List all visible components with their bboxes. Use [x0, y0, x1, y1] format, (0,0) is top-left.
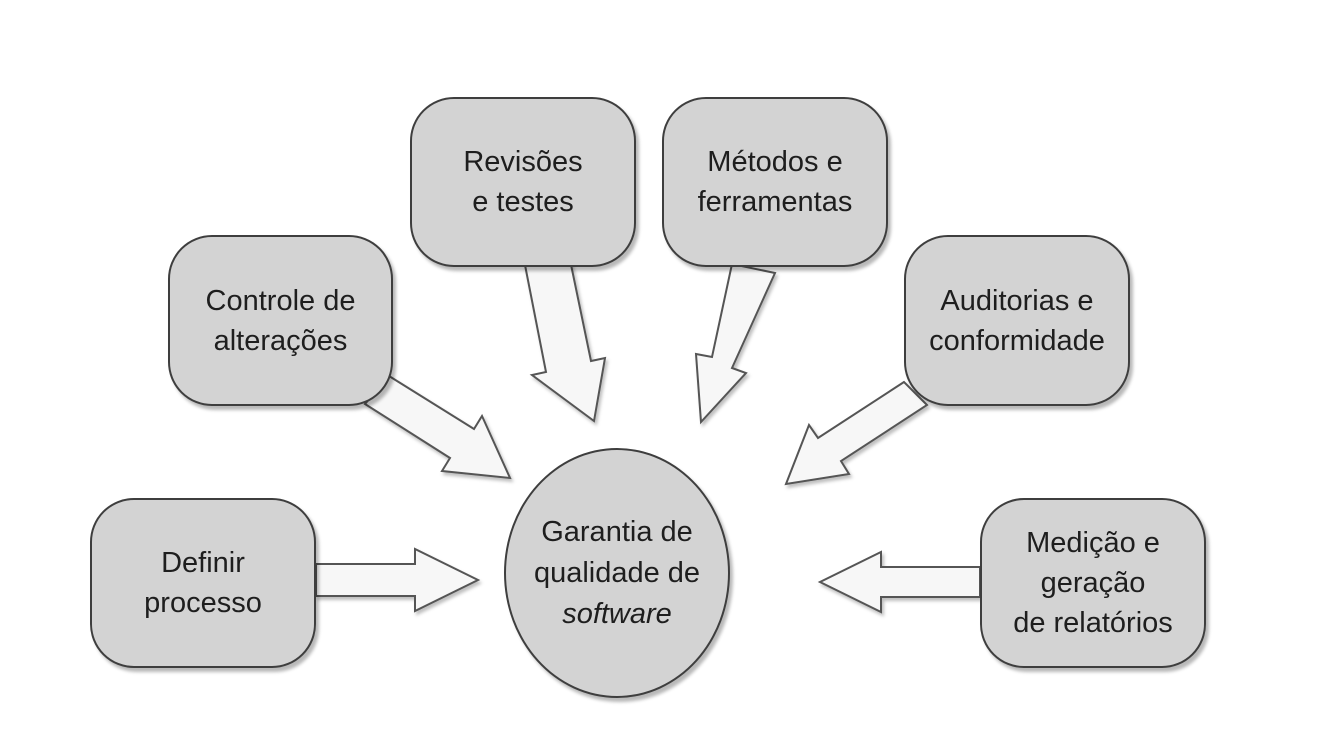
node-label-line: Revisões	[463, 146, 583, 178]
node-label-line: alterações	[213, 324, 348, 357]
center-label-line: Garantia de	[541, 515, 693, 548]
center-node-garantia-qualidade	[504, 448, 730, 698]
node-label-line: processo	[144, 587, 262, 619]
node-auditorias-conformidade	[904, 235, 1130, 406]
arrow-auditorias-conformidade	[786, 382, 927, 484]
arrow-controle-alteracoes	[365, 376, 510, 478]
node-label-line: Métodos e	[707, 146, 843, 178]
center-label-line: qualidade de	[533, 556, 701, 589]
node-revisoes-testes	[410, 97, 636, 267]
arrow-revisoes-testes	[525, 255, 605, 421]
node-label-line: geração	[1040, 567, 1146, 599]
node-label-line: Controle de	[205, 284, 356, 317]
node-controle-alteracoes	[168, 235, 393, 406]
node-label-line: Definir	[161, 547, 245, 579]
node-label-line: ferramentas	[697, 186, 853, 218]
node-metodos-ferramentas	[662, 97, 888, 267]
node-label-line: conformidade	[929, 324, 1105, 357]
node-definir-processo	[90, 498, 316, 668]
node-label-line: e testes	[472, 186, 574, 218]
arrow-metodos-ferramentas	[696, 264, 775, 422]
node-medicao-relatorios	[980, 498, 1206, 668]
node-label-line: de relatórios	[1013, 607, 1173, 639]
node-label-line: Medição e	[1026, 527, 1160, 559]
node-label-line: Auditorias e	[940, 284, 1094, 317]
arrow-medicao-relatorios	[820, 552, 980, 612]
arrow-definir-processo	[316, 549, 478, 611]
center-label-emphasis: software	[562, 597, 672, 630]
